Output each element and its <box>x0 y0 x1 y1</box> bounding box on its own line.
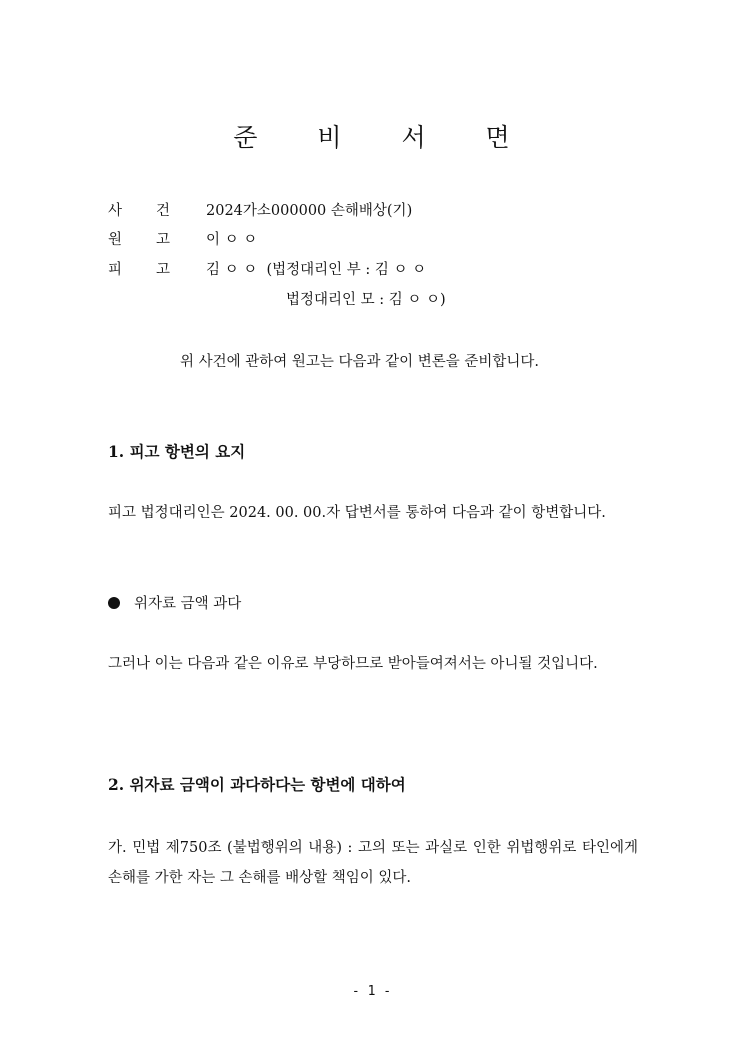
bullet-item <box>108 592 241 613</box>
bullet-dot-icon <box>108 597 120 609</box>
defendant-name: 김 ㅇ ㅇ (법정대리인 부 : 김 ㅇ ㅇ <box>206 262 427 278</box>
plaintiff-name: 이 ㅇ ㅇ <box>206 232 258 248</box>
party-label-plaintiff: 원 고 <box>108 232 170 248</box>
document-title: 준 비 서 면 <box>233 123 536 152</box>
party-label-defendant: 피 고 <box>108 262 170 278</box>
section-2-paragraph-1: 가. 민법 제750조 (불법행위의 내용) : 고의 또는 과실로 인한 위법행위로 타인에게 손해를 가한 자는 그 손해를 배상할 책임이 있다. <box>108 840 638 886</box>
bullet-text: 위자료 금액 과다 <box>134 596 242 612</box>
section-1-paragraph-1: 피고 법정대리인은 2024. 00. 00.자 답변서를 통하여 다음과 같이 항변합니다. <box>108 505 606 521</box>
section-1-heading: 1. 피고 항변의 요지 <box>108 442 246 461</box>
defendant-guardian: 법정대리인 모 : 김 ㅇ ㅇ) <box>286 292 446 308</box>
party-label-case: 사 건 <box>108 203 170 219</box>
case-number: 2024가소000000 손해배상(기) <box>206 203 413 219</box>
page-number: - 1 - <box>351 984 392 999</box>
section-1-paragraph-2: 그러나 이는 다음과 같은 이유로 부당하므로 받아들여져서는 아니될 것입니다. <box>108 656 598 672</box>
section-2-heading: 2. 위자료 금액이 과다하다는 항변에 대하여 <box>108 775 406 794</box>
intro-sentence: 위 사건에 관하여 원고는 다음과 같이 변론을 준비합니다. <box>180 354 540 370</box>
